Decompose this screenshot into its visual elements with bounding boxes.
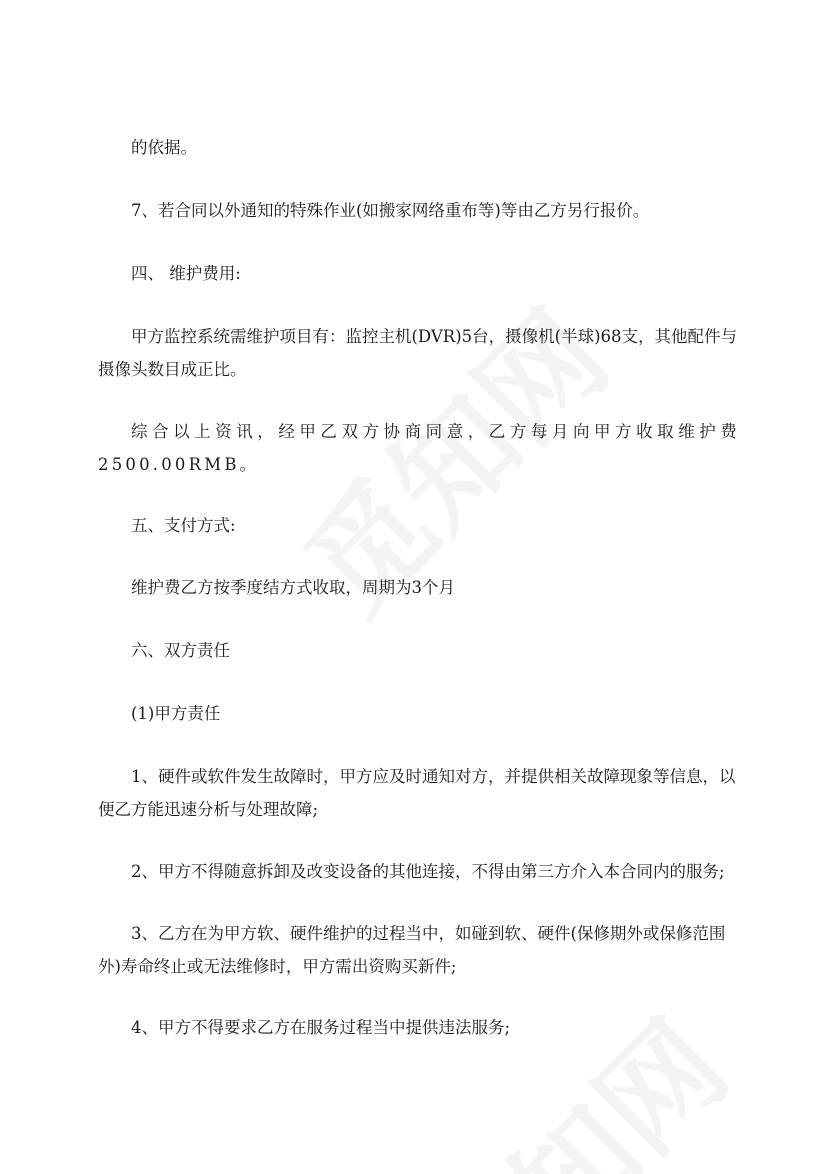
paragraph: 甲方监控系统需维护项目有：监控主机(DVR)5台，摄像机(半球)68支，其他配件与摄像头数目成正比。 bbox=[98, 327, 738, 379]
section-heading: 五、支付方式: bbox=[131, 516, 236, 535]
watermark bbox=[382, 978, 758, 1174]
paragraph: 综合以上资讯，经甲乙双方协商同意，乙方每月向甲方收取维护费2500.00RMB。 bbox=[98, 422, 740, 474]
section-heading: 四、 维护费用: bbox=[131, 264, 241, 283]
paragraph: 维护费乙方按季度结方式收取，周期为3个月 bbox=[131, 578, 455, 597]
paragraph: 4、甲方不得要求乙方在服务过程当中提供违法服务; bbox=[131, 1018, 511, 1037]
paragraph: 3、乙方在为甲方软、硬件维护的过程当中，如碰到软、硬件(保修期外或保修范围外)寿命终止或无法维修时，甲方需出资购买新件; bbox=[98, 924, 726, 976]
subsection-heading: (1)甲方责任 bbox=[131, 704, 221, 723]
paragraph: 2、甲方不得随意拆卸及改变设备的其他连接，不得由第三方介入本合同内的服务; bbox=[131, 862, 725, 881]
paragraph: 1、硬件或软件发生故障时，甲方应及时通知对方，并提供相关故障现象等信息，以便乙方能迅速分析与处理故障; bbox=[98, 767, 736, 819]
section-heading: 六、双方责任 bbox=[131, 641, 230, 660]
paragraph: 7、若合同以外通知的特殊作业(如搬家网络重布等)等由乙方另行报价。 bbox=[131, 201, 650, 220]
paragraph: 的依据。 bbox=[131, 138, 197, 157]
